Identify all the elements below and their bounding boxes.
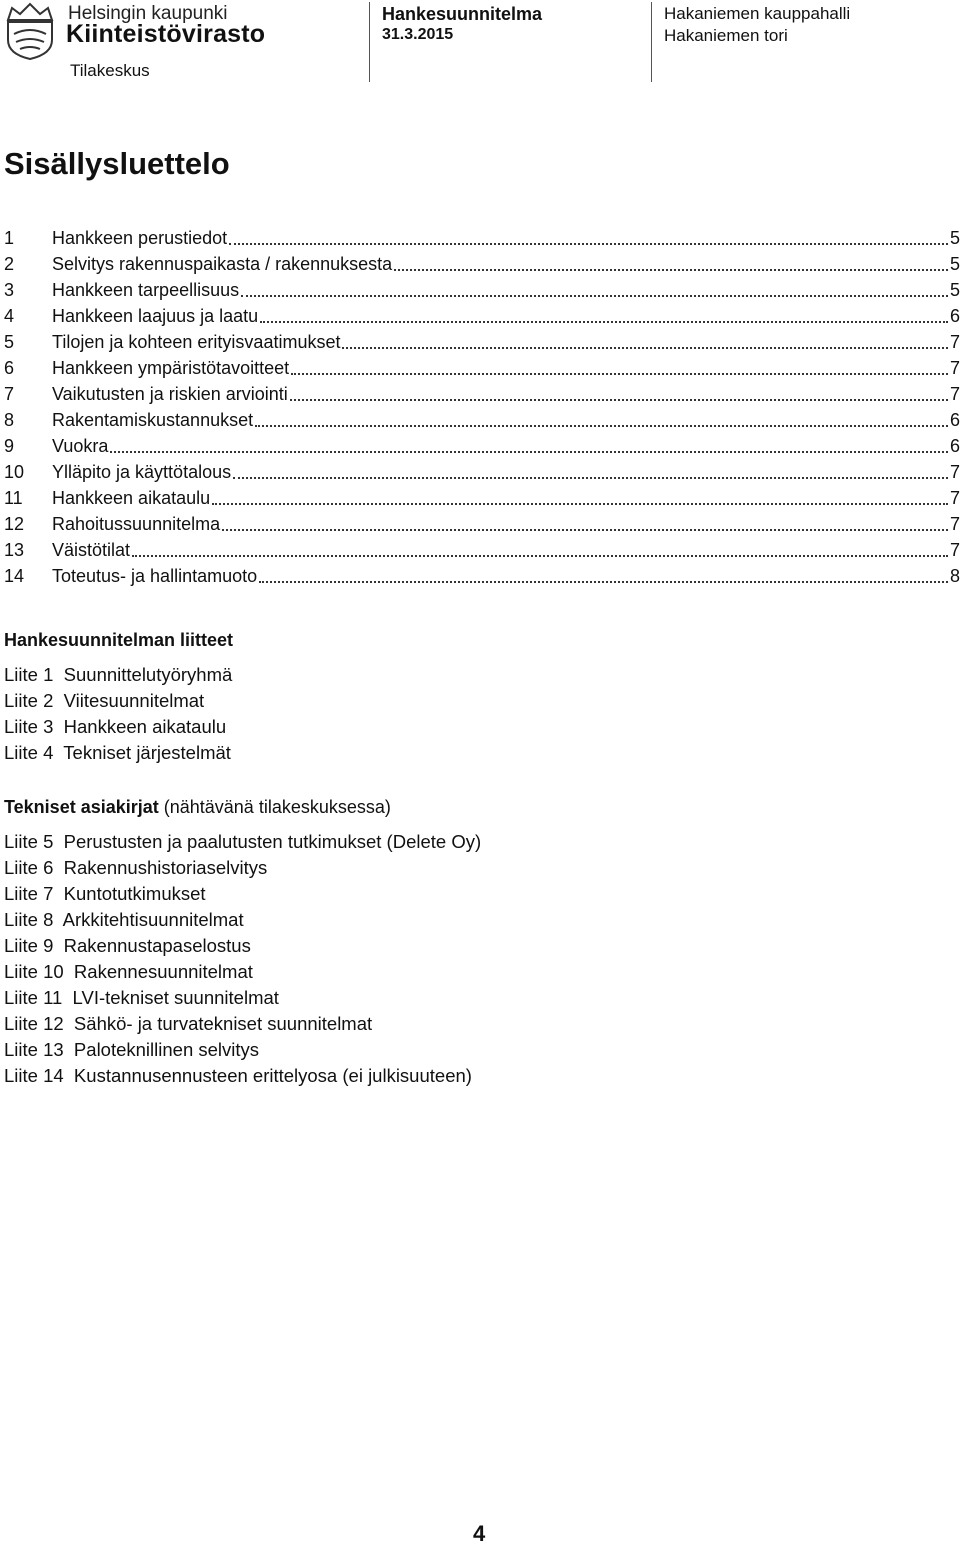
toc-entry-page: 7 [949, 384, 960, 404]
technical-doc-item: Liite 7 Kuntotutkimukset [4, 883, 206, 904]
toc-entry-title: Vaikutusten ja riskien arviointi [52, 384, 288, 404]
toc-entry-title: Toteutus- ja hallintamuoto [52, 566, 258, 586]
table-of-contents [4, 225, 960, 589]
technical-doc-item: Liite 10 Rakennesuunnitelmat [4, 961, 253, 982]
toc-entry[interactable] [4, 329, 960, 355]
toc-entry-page: 7 [949, 358, 960, 378]
document-date: 31.3.2015 [382, 26, 454, 43]
page-number: 4 [473, 1521, 486, 1546]
technical-doc-item: Liite 8 Arkkitehtisuunnitelmat [4, 909, 244, 930]
toc-entry-page: 5 [949, 228, 960, 248]
toc-entry[interactable] [4, 355, 960, 381]
toc-entry[interactable] [4, 303, 960, 329]
toc-leader-dots [241, 295, 948, 297]
city-crest-logo [4, 2, 56, 60]
toc-leader-dots [290, 399, 948, 401]
toc-entry[interactable] [4, 225, 960, 251]
toc-entry-title: Selvitys rakennuspaikasta / rakennuksesta [52, 254, 393, 274]
toc-entry[interactable] [4, 537, 960, 563]
toc-title: Sisällysluettelo [4, 146, 230, 181]
project-location: Hakaniemen tori [664, 26, 788, 45]
toc-leader-dots [222, 529, 948, 531]
org-name: Helsingin kaupunki [68, 3, 228, 24]
toc-entry-title: Väistötilat [52, 540, 131, 560]
toc-entry-page: 6 [949, 410, 960, 430]
technical-docs-note: (nähtävänä tilakeskuksessa) [158, 797, 391, 817]
toc-entry-number: 10 [4, 462, 25, 482]
toc-leader-dots [394, 269, 948, 271]
toc-leader-dots [233, 477, 948, 479]
toc-entry-page: 6 [949, 436, 960, 456]
toc-entry-page: 7 [949, 488, 960, 508]
header-divider [369, 2, 370, 82]
toc-entry-number: 1 [4, 228, 15, 248]
department-name: Kiinteistövirasto [66, 20, 266, 48]
toc-leader-dots [110, 451, 948, 453]
toc-entry-number: 7 [4, 384, 15, 404]
toc-entry-number: 4 [4, 306, 15, 326]
toc-entry-title: Hankkeen tarpeellisuus [52, 280, 240, 300]
toc-leader-dots [291, 373, 948, 375]
toc-leader-dots [342, 347, 948, 349]
toc-entry[interactable] [4, 407, 960, 433]
attachment-item: Liite 4 Tekniset järjestelmät [4, 742, 231, 763]
technical-docs-list [4, 829, 704, 1089]
technical-doc-item: Liite 5 Perustusten ja paalutusten tutkimukset (Delete Oy) [4, 831, 482, 852]
toc-entry-number: 11 [4, 488, 23, 508]
toc-entry-title: Hankkeen ympäristötavoitteet [52, 358, 290, 378]
toc-entry-page: 7 [949, 462, 960, 482]
toc-entry-page: 8 [949, 566, 960, 586]
toc-entry-number: 6 [4, 358, 15, 378]
toc-entry[interactable] [4, 433, 960, 459]
toc-leader-dots [229, 243, 948, 245]
toc-leader-dots [259, 581, 948, 583]
toc-entry-page: 5 [949, 280, 960, 300]
attachments-heading: Hankesuunnitelman liitteet [4, 630, 234, 650]
unit-name: Tilakeskus [70, 61, 150, 80]
toc-entry-number: 2 [4, 254, 15, 274]
technical-doc-item: Liite 9 Rakennustapaselostus [4, 935, 251, 956]
toc-entry[interactable] [4, 251, 960, 277]
toc-entry[interactable] [4, 277, 960, 303]
toc-entry[interactable] [4, 459, 960, 485]
attachment-item: Liite 3 Hankkeen aikataulu [4, 716, 227, 737]
toc-entry-page: 7 [949, 514, 960, 534]
toc-entry-page: 5 [949, 254, 960, 274]
toc-entry-number: 13 [4, 540, 25, 560]
toc-leader-dots [212, 503, 948, 505]
technical-doc-item: Liite 6 Rakennushistoriaselvitys [4, 857, 268, 878]
project-name: Hakaniemen kauppahalli [664, 4, 851, 23]
toc-entry-number: 5 [4, 332, 15, 352]
attachment-item: Liite 2 Viitesuunnitelmat [4, 690, 205, 711]
toc-leader-dots [132, 555, 948, 557]
toc-entry-title: Rahoitussuunnitelma [52, 514, 221, 534]
toc-entry-number: 12 [4, 514, 25, 534]
technical-doc-item: Liite 14 Kustannusennusteen erittelyosa (ei julkisuuteen) [4, 1065, 472, 1086]
toc-leader-dots [255, 425, 948, 427]
toc-entry-page: 7 [949, 332, 960, 352]
toc-entry-title: Hankkeen aikataulu [52, 488, 211, 508]
technical-doc-item: Liite 13 Paloteknillinen selvitys [4, 1039, 260, 1060]
toc-entry-page: 6 [949, 306, 960, 326]
toc-entry[interactable] [4, 511, 960, 537]
header-divider [651, 2, 652, 82]
toc-entry-number: 8 [4, 410, 15, 430]
toc-entry[interactable] [4, 381, 960, 407]
toc-entry-title: Rakentamiskustannukset [52, 410, 254, 430]
toc-leader-dots [260, 321, 948, 323]
toc-entry-title: Vuokra [52, 436, 109, 456]
toc-entry[interactable] [4, 485, 960, 511]
toc-entry-title: Tilojen ja kohteen erityisvaatimukset [52, 332, 341, 352]
toc-entry-page: 7 [949, 540, 960, 560]
toc-entry-number: 9 [4, 436, 15, 456]
toc-entry[interactable] [4, 563, 960, 589]
document-title: Hankesuunnitelma [382, 4, 543, 24]
technical-docs-title: Tekniset asiakirjat [4, 797, 159, 817]
toc-entry-number: 3 [4, 280, 15, 300]
technical-docs-heading [4, 797, 391, 818]
toc-entry-number: 14 [4, 566, 25, 586]
attachment-item: Liite 1 Suunnittelutyöryhmä [4, 664, 233, 685]
toc-entry-title: Hankkeen laajuus ja laatu [52, 306, 259, 326]
technical-doc-item: Liite 11 LVI-tekniset suunnitelmat [4, 987, 279, 1008]
toc-entry-title: Ylläpito ja käyttötalous [52, 462, 232, 482]
technical-doc-item: Liite 12 Sähkö- ja turvatekniset suunnitelmat [4, 1013, 373, 1034]
toc-entry-title: Hankkeen perustiedot [52, 228, 228, 248]
attachments-list [4, 662, 704, 766]
